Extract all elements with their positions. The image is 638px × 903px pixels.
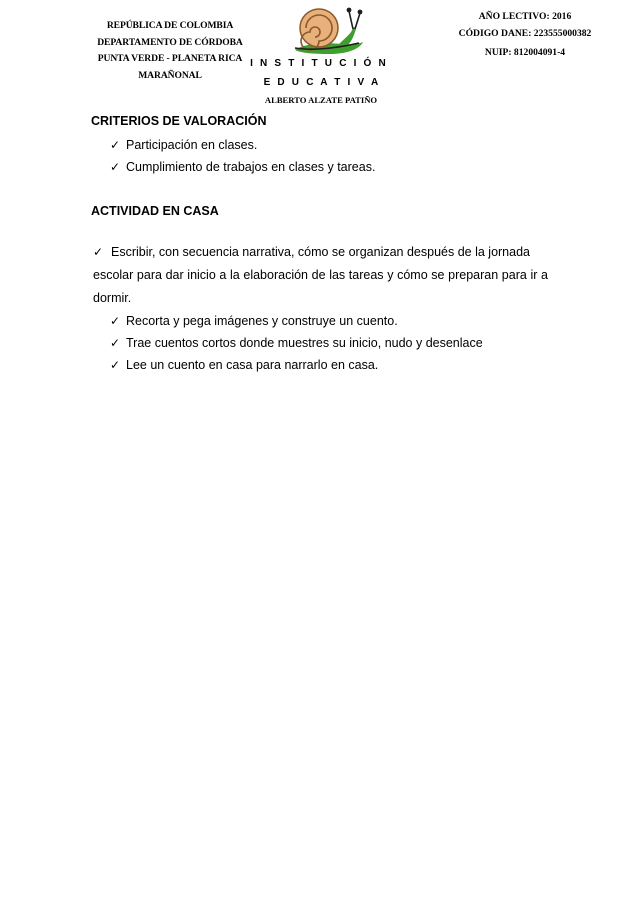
header-locality: MARAÑONAL: [138, 69, 202, 81]
school-year: AÑO LECTIVO: 2016: [478, 11, 572, 22]
header-right-block: [445, 9, 605, 62]
check-icon: ✓: [110, 160, 121, 174]
paragraph-line-1: Escribir, con secuencia narrativa, cómo se organizan después de la jornada: [111, 245, 530, 259]
actividad-heading: ACTIVIDAD EN CASA: [91, 204, 219, 218]
check-icon: ✓: [93, 245, 104, 259]
header-country: REPÚBLICA DE COLOMBIA: [106, 20, 234, 31]
check-icon: ✓: [110, 138, 121, 152]
header-location: PUNTA VERDE - PLANETA RICA: [97, 53, 243, 64]
institution-line-1: I N S T I T U C I Ó N: [250, 58, 388, 69]
actividad-text: Lee un cuento en casa para narrarlo en casa.: [126, 358, 379, 372]
institution-name: ALBERTO ALZATE PATIÑO: [264, 95, 378, 105]
actividad-item: [110, 358, 378, 373]
snail-logo-icon: [289, 4, 365, 58]
criterios-heading: CRITERIOS DE VALORACIÓN: [91, 114, 267, 128]
criterio-text: Cumplimiento de trabajos en clases y tareas.: [126, 160, 376, 174]
dane-code: CÓDIGO DANE: 223555000382: [458, 27, 592, 39]
header-left-block: [84, 18, 256, 84]
criterio-item: [110, 138, 257, 153]
header-department: DEPARTAMENTO DE CÓRDOBA: [97, 36, 243, 48]
nuip-code: NUIP: 812004091-4: [484, 47, 566, 58]
check-icon: ✓: [110, 358, 121, 372]
check-icon: ✓: [110, 314, 121, 328]
institution-line-2: E D U C A T I V A: [263, 77, 381, 88]
actividad-item: [110, 314, 398, 329]
actividad-paragraph: [93, 241, 548, 310]
paragraph-rest: escolar para dar inicio a la elaboración de las tareas y cómo se preparan para ir a dormir.: [93, 268, 548, 305]
actividad-item: [110, 336, 483, 351]
actividad-text: Recorta y pega imágenes y construye un cuento.: [126, 314, 398, 328]
actividad-text: Trae cuentos cortos donde muestres su inicio, nudo y desenlace: [126, 336, 483, 350]
criterio-item: [110, 160, 375, 175]
criterio-text: Participación en clases.: [126, 138, 258, 152]
check-icon: ✓: [110, 336, 121, 350]
